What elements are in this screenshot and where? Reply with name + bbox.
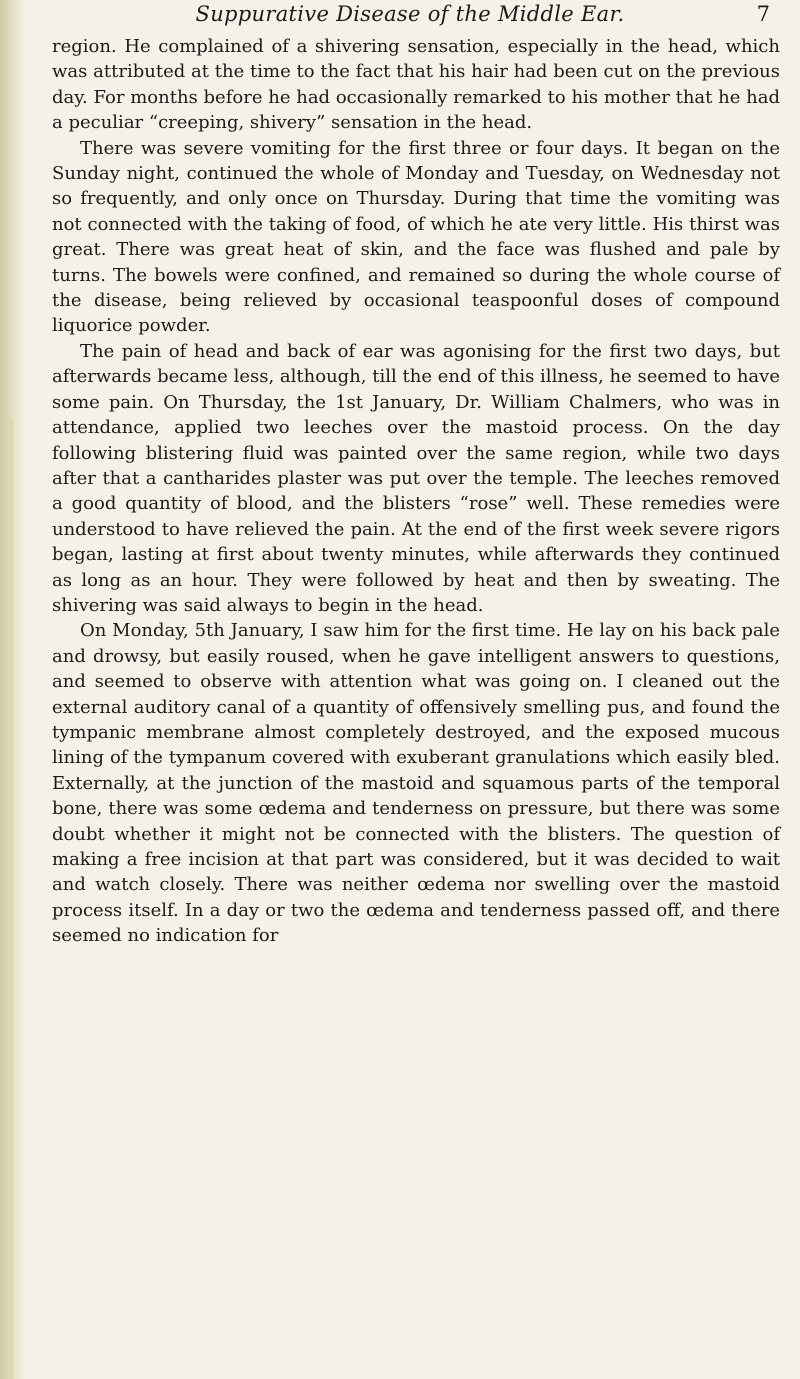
running-title: Suppurative Disease of the Middle Ear. [195, 2, 625, 26]
paragraph: region. He complained of a shivering sensation, especially in the head, which was attributed at the time to the fact that his hair had been cut on the previous day. For months before he had occasionally remarked to his mother that he had a peculiar “creeping, shivery” sensation in the head. [52, 36, 780, 134]
page-number: 7 [756, 2, 770, 26]
page-header [110, 0, 770, 34]
page-binding-edge [10, 420, 16, 1379]
paragraph: The pain of head and back of ear was agonising for the first two days, but afterwards became less, although, till the end of this illness, he seemed to have some pain. On Thursday, the 1st January, Dr. William Chalmers, who was in attendance, applied two leeches over the mastoid process. On the day following blistering fluid was painted over the same region, while two days after that a cantharides plaster was put over the temple. The leeches removed a good quantity of blood, and the blisters “rose” well. These remedies were understood to have relieved the pain. At the end of the first week severe rigors began, lasting at first about twenty minutes, while afterwards they continued as long as an hour. They were followed by heat and then by sweating. The shivering was said always to begin in the head. [52, 340, 780, 616]
paragraph: There was severe vomiting for the first three or four days. It began on the Sunday night, continued the whole of Monday and Tuesday, on Wednesday not so frequently, and only once on Thursday. During that time the vomiting was not connected with the taking of food, of which he ate very little. His thirst was great. There was great heat of skin, and the face was flushed and pale by turns. The bowels were confined, and remained so during the whole course of the disease, being relieved by occasional teaspoonful doses of compound liquorice powder. [52, 137, 780, 337]
body-text [52, 34, 780, 949]
paragraph: On Monday, 5th January, I saw him for the first time. He lay on his back pale and drowsy, but easily roused, when he gave intelligent answers to questions, and seemed to observe with attention what was going on. I cleaned out the external auditory canal of a quantity of offensively smelling pus, and found the tympanic membrane almost completely destroyed, and the exposed mucous lining of the tympanum covered with exuberant granulations which easily bled. Externally, at the junction of the mastoid and squamous parts of the temporal bone, there was some œdema and tenderness on pressure, but there was some doubt whether it might not be connected with the blisters. The question of making a free incision at that part was considered, but it was decided to wait and watch closely. There was neither œdema nor swelling over the mastoid process itself. In a day or two the œdema and tenderness passed off, and there seemed no indication for [52, 620, 780, 947]
